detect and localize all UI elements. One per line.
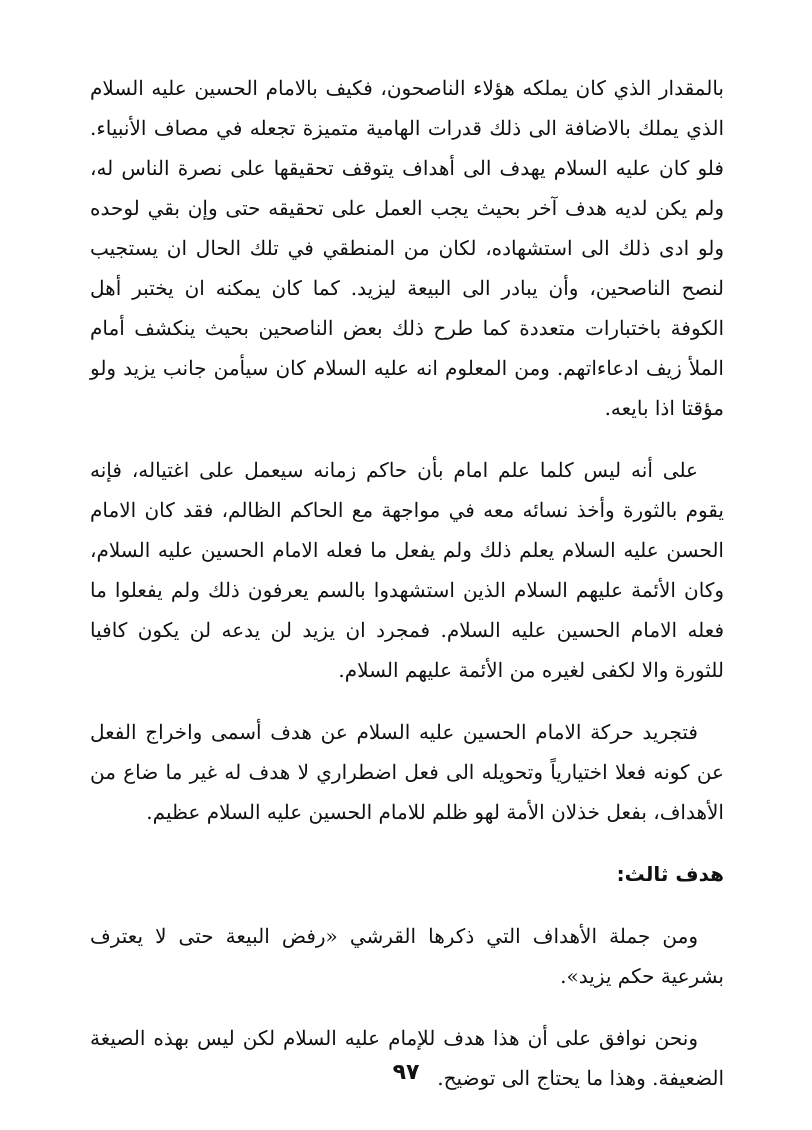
paragraph-2: على أنه ليس كلما علم امام بأن حاكم زمانه سيعمل على اغتياله، فإنه يقوم بالثورة وأخذ نسائه معه في مواجهة مع الحاكم الظالم، فقد كان الامام الحسن عليه السلام يعلم ذلك ولم يفعل ما فعله الامام الحسين عليه السلام، وكان الأئمة عليهم السلام الذين استشهدوا بالسم يعرفون ذلك ولم يفعلوا ما فعله الامام الحسين عليه السلام. فمجرد ان يزيد لن يدعه لن يكون كافيا للثورة والا لكفى لغيره من الأئمة عليهم السلام. — [90, 458, 725, 682]
paragraph-5: ونحن نوافق على أن هذا هدف للإمام عليه السلام لكن ليس بهذه الصيغة الضعيفة. وهذا ما يحتاج الى توضيح. — [90, 1026, 724, 1090]
section-heading: هدف ثالث: — [616, 862, 724, 886]
paragraph-4: ومن جملة الأهداف التي ذكرها القرشي «رفض البيعة حتى لا يعترف بشرعية حكم يزيد». — [90, 924, 724, 988]
page-number: ٩٧ — [392, 1060, 420, 1085]
paragraph-3: فتجريد حركة الامام الحسين عليه السلام عن هدف أسمى واخراج الفعل عن كونه فعلا اختيارياً وتحويله الى فعل اضطراري لا هدف له غير ما ضاع من الأهداف، بفعل خذلان الأمة لهو ظلم للامام الحسين عليه السلام عظيم. — [90, 720, 724, 824]
paragraph-1: بالمقدار الذي كان يملكه هؤلاء الناصحون، فكيف بالامام الحسين عليه السلام الذي يملك بالاضافة الى ذلك قدرات الهامية متميزة تجعله في مصاف الأنبياء. فلو كان عليه السلام يهدف الى أهداف يتوقف تحقيقها على نصرة الناس له، ولم يكن لديه هدف آخر بحيث يجب العمل على تحقيقه حتى وإن بقي لوحده ولو ادى ذلك الى استشهاده، لكان من المنطقي في تلك الحال ان يستجيب لنصح الناصحين، وأن يبادر الى البيعة ليزيد. كما كان يمكنه ان يختبر أهل الكوفة باختبارات متعددة كما طرح ذلك بعض الناصحين بحيث ينكشف أمام الملأ زيف ادعاءاتهم. ومن المعلوم انه عليه السلام كان سيأمن جانب يزيد ولو مؤقتا اذا بايعه. — [90, 76, 724, 420]
